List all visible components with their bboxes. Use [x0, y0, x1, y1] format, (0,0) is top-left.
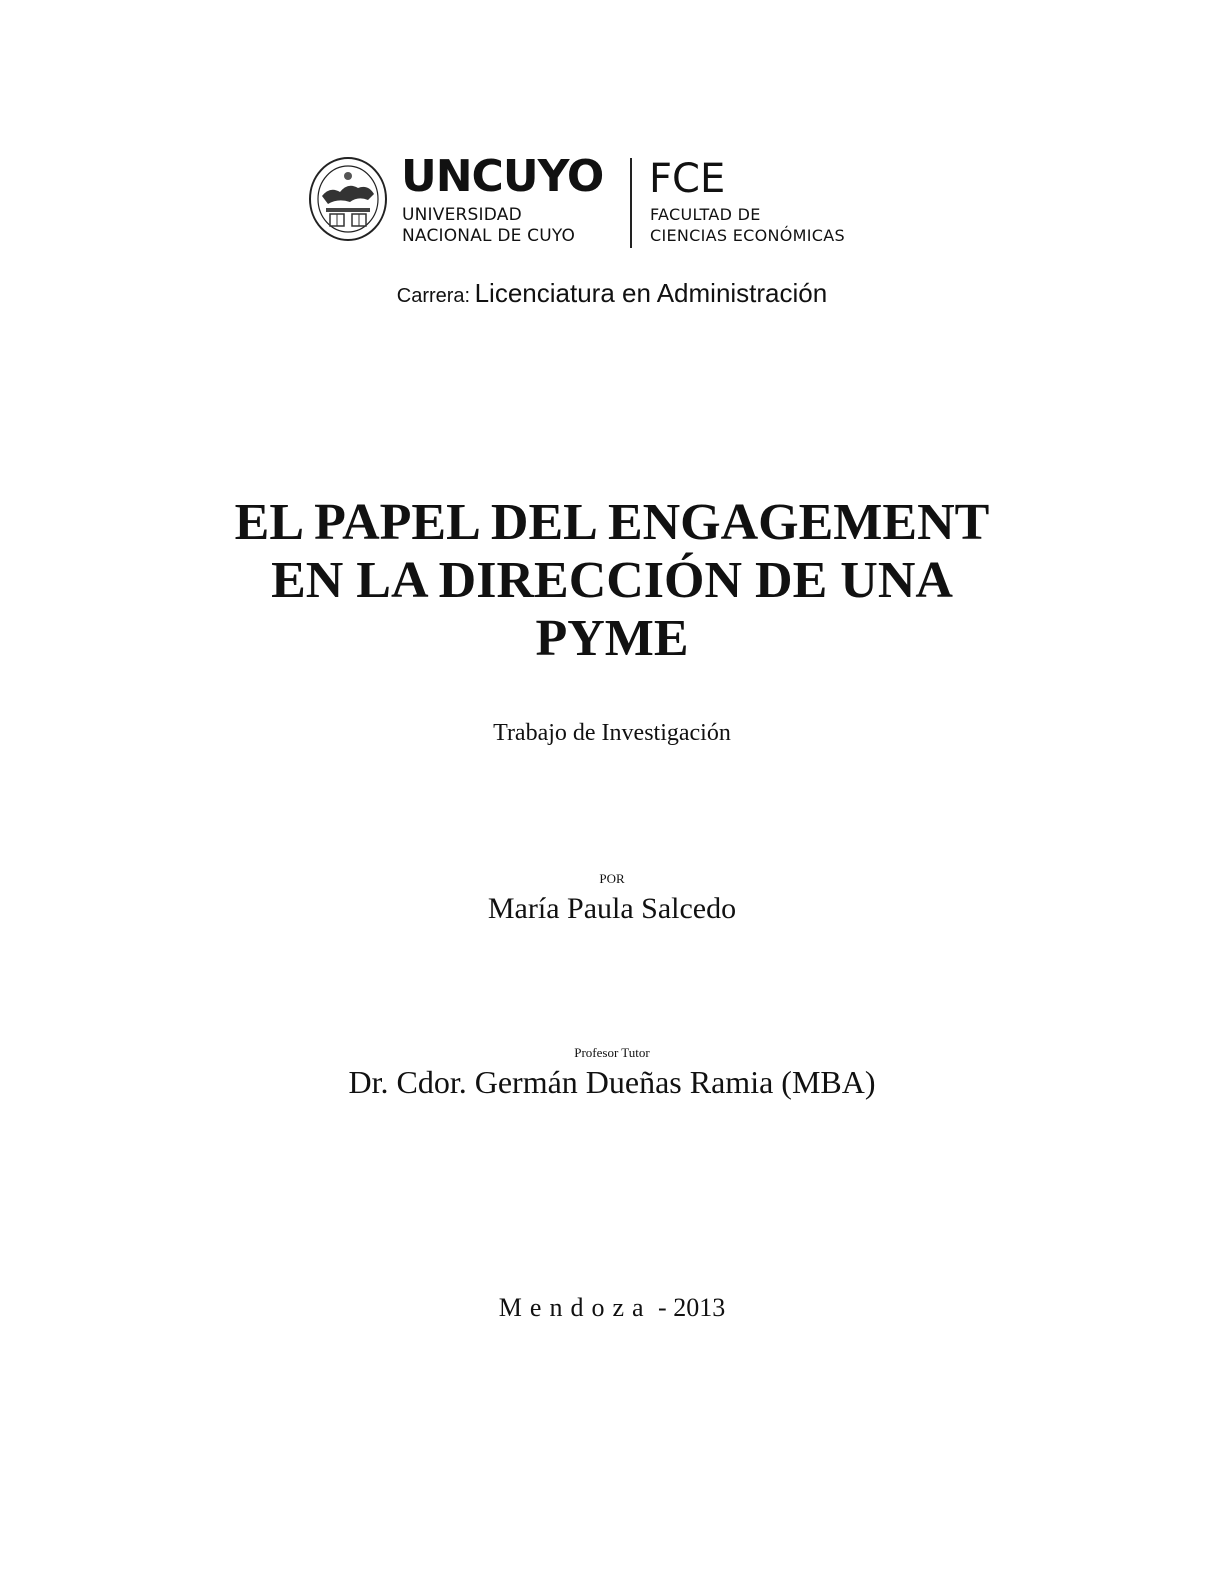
- tutor-label: Profesor Tutor: [574, 1045, 650, 1060]
- program-value: Licenciatura en Administración: [474, 278, 828, 308]
- author-name: María Paula Salcedo: [487, 892, 737, 925]
- title-line: EL PAPEL DEL ENGAGEMENT: [234, 494, 990, 551]
- title-line: EN LA DIRECCIÓN DE UNA: [271, 552, 953, 609]
- fce-logo-line1: FACULTAD DE: [650, 205, 761, 224]
- document-title: [0, 494, 1224, 668]
- author-label: POR: [599, 871, 625, 886]
- uncuyo-logo-text: UNCUYO: [401, 151, 604, 202]
- university-seal-icon: [308, 156, 388, 242]
- logo-header: [308, 152, 868, 252]
- fce-logo-line2: CIENCIAS ECONÓMICAS: [650, 226, 845, 245]
- program-label: Carrera:: [396, 285, 471, 307]
- title-line: PYME: [535, 610, 689, 667]
- uncuyo-logo-line2: NACIONAL DE CUYO: [402, 226, 576, 246]
- program-line: [0, 278, 1224, 309]
- work-type: Trabajo de Investigación: [493, 720, 731, 746]
- tutor-name: Dr. Cdor. Germán Dueñas Ramia (MBA): [348, 1064, 876, 1100]
- place-year: 2013: [673, 1293, 726, 1322]
- place-city: Mendoza: [498, 1293, 652, 1322]
- logo-divider: [630, 158, 632, 248]
- fce-logo-text: FCE: [649, 156, 726, 202]
- place-date: [0, 1293, 1224, 1323]
- uncuyo-logo-line1: UNIVERSIDAD: [402, 205, 522, 225]
- place-separator: -: [658, 1293, 667, 1322]
